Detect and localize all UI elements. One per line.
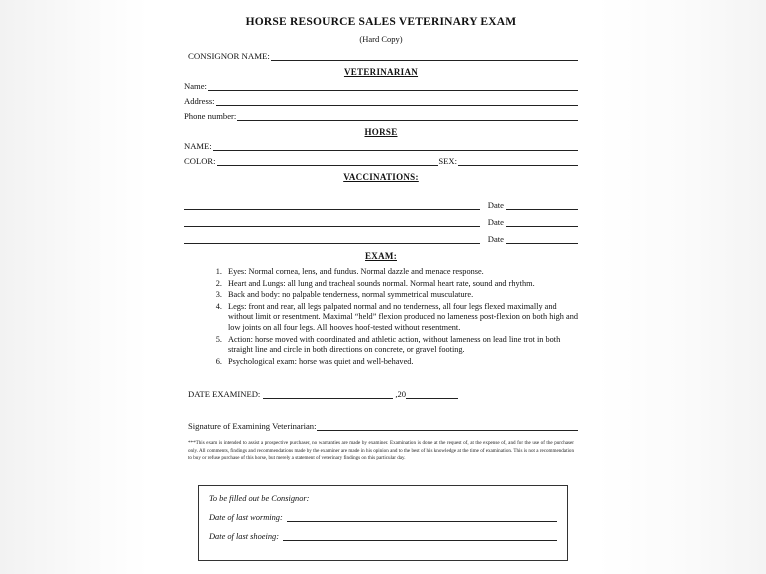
disclaimer-text: ***This exam is intended to assist a prospective purchaser, no warranties are made by examiner. Examination is done at the request of, at the expense of, and for the use of the purchaser only. All comments, findings and recommendations made by the examiner are made in his opinion and to the best of his knowledge at the time of examination. This is not a recommendation to buy or refuse purchase of this horse, but merely a statement of veterinary findings on this particular day.	[188, 440, 574, 462]
vaccination-date-input[interactable]	[506, 217, 578, 227]
date-examined-row	[188, 389, 578, 399]
vaccination-rows	[184, 200, 578, 244]
list-item: 6. Psychological exam: horse was quiet and well-behaved.	[224, 357, 578, 368]
list-item: 5. Action: horse moved with coordinated and athletic action, without lameness on lead line trot in both straight line and circle in both directions on concrete, or gravel footing.	[224, 335, 578, 356]
list-item: 1. Eyes: Normal cornea, lens, and fundus. Normal dazzle and menace response.	[224, 267, 578, 278]
vaccination-row	[184, 234, 578, 244]
vet-address-label: Address:	[184, 96, 215, 106]
last-worming-input[interactable]	[287, 512, 557, 522]
consignor-name-label: CONSIGNOR NAME:	[188, 51, 270, 61]
vaccination-row	[184, 200, 578, 210]
section-heading-horse: HORSE	[364, 127, 398, 137]
vaccination-date-label: Date	[487, 200, 504, 210]
consignor-fill-box	[198, 485, 568, 561]
horse-name-row	[184, 141, 578, 151]
vet-phone-row	[184, 111, 578, 121]
signature-input[interactable]	[317, 421, 578, 431]
date-examined-input[interactable]	[263, 389, 393, 399]
consignor-name-row	[188, 51, 578, 61]
horse-color-label: COLOR:	[184, 156, 216, 166]
vet-address-input[interactable]	[216, 96, 578, 106]
vet-name-row	[184, 81, 578, 91]
list-item: 3. Back and body: no palpable tenderness, normal symmetrical musculature.	[224, 290, 578, 301]
vaccination-date-input[interactable]	[506, 200, 578, 210]
vaccination-date-input[interactable]	[506, 234, 578, 244]
horse-color-sex-row	[184, 156, 578, 166]
section-heading-exam: EXAM:	[365, 251, 397, 261]
last-shoeing-row	[209, 531, 557, 541]
date-examined-year-input[interactable]	[406, 389, 458, 399]
vaccination-row	[184, 217, 578, 227]
vet-phone-input[interactable]	[237, 111, 578, 121]
vet-name-input[interactable]	[208, 81, 578, 91]
signature-label: Signature of Examining Veterinarian:	[188, 421, 317, 432]
page-subtitle: (Hard Copy)	[359, 34, 403, 44]
last-worming-row	[209, 512, 557, 522]
horse-sex-input[interactable]	[458, 156, 578, 166]
list-item: 4. Legs: front and rear, all legs palpated normal and no tenderness, all four legs flexed maximally and without limit or resentment. Maximal “held” flexion produced no lameness post-flexion on both high and low joints on all four legs. All hooves hoof-tested without resentment.	[224, 302, 578, 334]
signature-row	[188, 421, 578, 431]
vaccination-name-input[interactable]	[184, 234, 480, 244]
exam-item-list	[184, 267, 578, 367]
vaccination-date-label: Date	[487, 217, 504, 227]
section-heading-veterinarian: VETERINARIAN	[343, 67, 419, 77]
vet-name-label: Name:	[184, 81, 207, 91]
scan-corner-mark	[753, 4, 754, 14]
last-shoeing-label: Date of last shoeing:	[209, 531, 280, 541]
page-title: HORSE RESOURCE SALES VETERINARY EXAM	[245, 16, 517, 28]
date-examined-year-prefix: ,20	[395, 389, 407, 400]
horse-color-input[interactable]	[217, 156, 439, 166]
paper-sheet	[148, 0, 596, 574]
horse-sex-label: SEX:	[438, 156, 457, 166]
list-item: 2. Heart and Lungs: all lung and tracheal sounds normal. Normal heart rate, sound and rhythm.	[224, 279, 578, 290]
vaccination-date-label: Date	[487, 234, 504, 244]
date-examined-label: DATE EXAMINED:	[188, 389, 261, 400]
horse-name-input[interactable]	[213, 141, 578, 151]
consignor-box-title: To be filled out be Consignor:	[209, 493, 310, 503]
section-heading-vaccinations: VACCINATIONS:	[343, 172, 419, 182]
last-shoeing-input[interactable]	[283, 531, 557, 541]
horse-name-label: NAME:	[184, 141, 212, 151]
vet-address-row	[184, 96, 578, 106]
vet-phone-label: Phone number:	[184, 111, 237, 121]
consignor-name-input[interactable]	[271, 51, 578, 61]
last-worming-label: Date of last worming:	[209, 512, 283, 522]
vaccination-name-input[interactable]	[184, 200, 480, 210]
vaccination-name-input[interactable]	[184, 217, 480, 227]
document-content	[148, 0, 596, 561]
